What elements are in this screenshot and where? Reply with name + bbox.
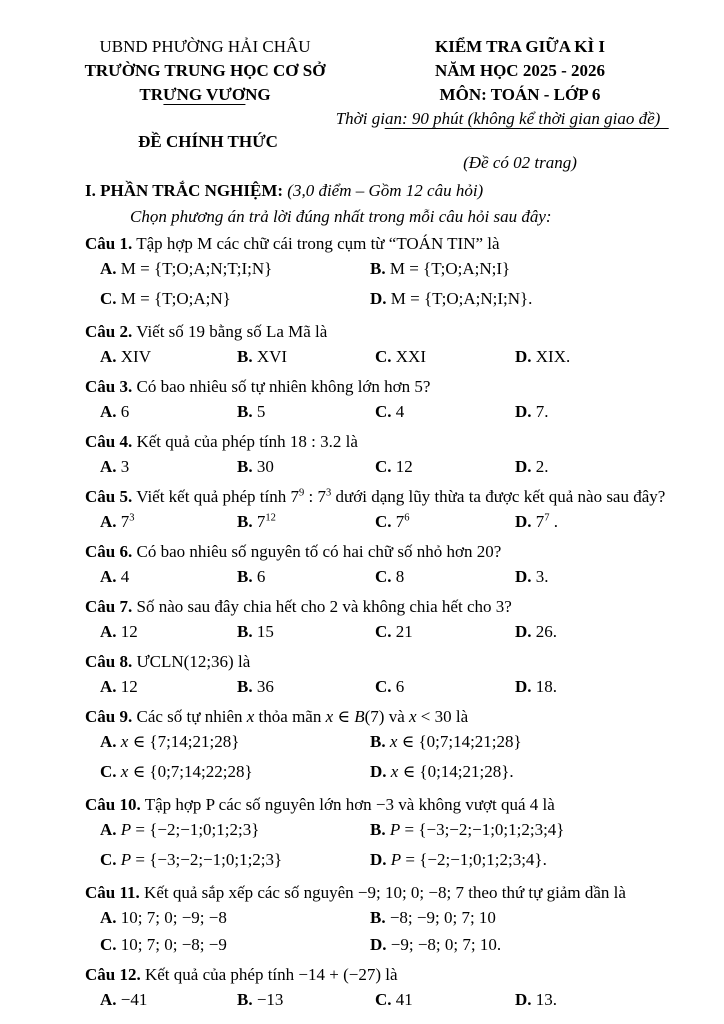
option-label: D.: [515, 512, 532, 531]
option-row: [0, 620, 724, 647]
issuing-authority: UBND PHƯỜNG HẢI CHÂU: [99, 37, 311, 56]
option-A: A. 12: [100, 677, 138, 696]
question-2: [0, 319, 724, 372]
option-row: [0, 510, 724, 537]
option-label: D.: [370, 850, 387, 869]
question-6: [0, 539, 724, 592]
option-label: A.: [100, 820, 117, 839]
option-row: [0, 565, 724, 592]
option-row: [0, 760, 724, 790]
question-3: [0, 374, 724, 427]
question-text: Câu 4. Kết quả của phép tính 18 : 3.2 là: [85, 432, 358, 451]
option-label: A.: [100, 457, 117, 476]
option-label: A.: [100, 567, 117, 586]
option-row: [0, 906, 724, 933]
option-D: D. x ∈ {0;14;21;28}.: [370, 762, 514, 781]
option-D: D. $7^7$ .: [515, 512, 559, 531]
question-text: Câu 11. Kết quả sắp xếp các số nguyên −9; 10; 0; −8; 7 theo thứ tự giảm dần là: [85, 883, 626, 902]
option-C: C. x ∈ {0;7;14;22;28}: [100, 762, 253, 781]
question-text: Câu 10. Tập hợp P các số nguyên lớn hơn −3 và không vượt quá 4 là: [85, 795, 555, 814]
option-D: D. 13.: [515, 990, 558, 1009]
question-number: Câu 7.: [85, 597, 133, 616]
question-number: Câu 6.: [85, 542, 133, 561]
option-B: B. 5: [237, 402, 266, 421]
question-number: Câu 12.: [85, 965, 141, 984]
option-C: C. M = {T;O;A;N}: [100, 289, 231, 308]
option-D: D. M = {T;O;A;N;I;N}.: [370, 289, 533, 308]
option-label: D.: [515, 990, 532, 1009]
exam-title: KIỂM TRA GIỮA KÌ I: [434, 37, 606, 56]
option-A: A. P = {−2;−1;0;1;2;3}: [100, 820, 260, 839]
option-B: B. 36: [237, 677, 274, 696]
option-D: D. 3.: [515, 567, 549, 586]
option-label: D.: [515, 402, 532, 421]
option-label: D.: [370, 935, 387, 954]
option-row: [0, 988, 724, 1015]
option-label: B.: [237, 512, 253, 531]
question-text: Câu 7. Số nào sau đây chia hết cho 2 và không chia hết cho 3?: [85, 597, 512, 616]
option-C: C. 6: [375, 677, 405, 696]
option-C: C. $7^6$: [375, 512, 410, 531]
option-B: B. 15: [237, 622, 274, 641]
option-label: B.: [237, 457, 253, 476]
page-count-note: (Đề có 02 trang): [463, 153, 577, 172]
option-C: C. 12: [375, 457, 413, 476]
option-label: A.: [100, 402, 117, 421]
option-row: [0, 257, 724, 287]
option-label: C.: [100, 762, 117, 781]
option-row: [0, 848, 724, 878]
question-4: [0, 429, 724, 482]
section-title-bold: I. PHẦN TRẮC NGHIỆM:: [85, 181, 284, 200]
option-label: C.: [375, 622, 392, 641]
option-label: A.: [100, 732, 117, 751]
exam-duration: Thời gian: 90 phút (không kể thời gian giao đề): [336, 108, 669, 131]
exam-header: [0, 0, 724, 176]
option-C: C. 4: [375, 402, 405, 421]
option-label: D.: [370, 289, 387, 308]
option-label: B.: [237, 677, 253, 696]
option-A: A. M = {T;O;A;N;T;I;N}: [100, 259, 273, 278]
question-8: [0, 649, 724, 702]
option-row: [0, 818, 724, 848]
option-C: C. 10; 7; 0; −8; −9: [100, 935, 227, 954]
option-A: A. 10; 7; 0; −9; −8: [100, 908, 227, 927]
option-A: A. $7^3$: [100, 512, 135, 531]
option-row: [0, 730, 724, 760]
section-instruction: Chọn phương án trả lời đúng nhất trong mỗi câu hỏi sau đây:: [130, 207, 552, 226]
option-C: C. 21: [375, 622, 413, 641]
option-label: A.: [100, 259, 117, 278]
option-D: D. P = {−2;−1;0;1;2;3;4}.: [370, 850, 547, 869]
option-B: B. 30: [237, 457, 274, 476]
option-label: B.: [370, 732, 386, 751]
question-12: [0, 962, 724, 1015]
question-number: Câu 3.: [85, 377, 133, 396]
option-B: B. $7^{12}$: [237, 512, 276, 531]
option-B: B. −13: [237, 990, 284, 1009]
question-number: Câu 4.: [85, 432, 133, 451]
option-label: A.: [100, 622, 117, 641]
option-A: A. 6: [100, 402, 130, 421]
question-11: [0, 880, 724, 960]
option-label: C.: [375, 402, 392, 421]
option-label: C.: [375, 512, 392, 531]
option-C: C. P = {−3;−2;−1;0;1;2;3}: [100, 850, 283, 869]
option-label: C.: [100, 289, 117, 308]
section-title: [0, 178, 724, 203]
official-exam-label: ĐỀ CHÍNH THỨC: [138, 132, 278, 151]
option-label: B.: [237, 567, 253, 586]
option-C: C. XXI: [375, 347, 426, 366]
question-number: Câu 9.: [85, 707, 133, 726]
option-row: [0, 455, 724, 482]
option-label: D.: [515, 677, 532, 696]
option-label: A.: [100, 512, 117, 531]
option-label: D.: [515, 567, 532, 586]
option-row: [0, 287, 724, 317]
option-B: B. −8; −9; 0; 7; 10: [370, 908, 496, 927]
option-row: [0, 675, 724, 702]
option-A: A. x ∈ {7;14;21;28}: [100, 732, 240, 751]
option-B: B. 6: [237, 567, 266, 586]
question-number: Câu 5.: [85, 487, 133, 506]
question-number: Câu 10.: [85, 795, 141, 814]
option-A: A. 4: [100, 567, 130, 586]
option-A: A. 3: [100, 457, 130, 476]
school-name-line1: TRƯỜNG TRUNG HỌC CƠ SỞ: [84, 61, 326, 80]
option-B: B. M = {T;O;A;N;I}: [370, 259, 511, 278]
question-1: [0, 231, 724, 317]
question-text: Câu 12. Kết quả của phép tính −14 + (−27) là: [85, 965, 398, 984]
option-C: C. 41: [375, 990, 413, 1009]
option-label: B.: [237, 347, 253, 366]
question-9: [0, 704, 724, 790]
option-label: B.: [370, 908, 386, 927]
questions: [0, 231, 724, 1015]
option-D: D. 2.: [515, 457, 549, 476]
option-label: C.: [375, 990, 392, 1009]
option-label: B.: [237, 402, 253, 421]
option-label: D.: [515, 622, 532, 641]
option-row: [0, 400, 724, 427]
option-label: B.: [370, 820, 386, 839]
option-label: D.: [370, 762, 387, 781]
option-label: A.: [100, 990, 117, 1009]
question-text: Câu 2. Viết số 19 bằng số La Mã là: [85, 322, 328, 341]
option-row: [0, 345, 724, 372]
option-label: C.: [375, 457, 392, 476]
school-name-line2: TRƯNG VƯƠNG: [139, 85, 271, 104]
option-label: D.: [515, 347, 532, 366]
option-D: D. 26.: [515, 622, 558, 641]
question-text: Câu 5. Viết kết quả phép tính $7^9$ : $7^3$ dưới dạng lũy thừa ta được kết quả nào sau đây?: [85, 487, 666, 506]
question-5: [0, 484, 724, 537]
option-D: D. 18.: [515, 677, 558, 696]
school-year: NĂM HỌC 2025 - 2026: [435, 61, 605, 80]
option-label: B.: [370, 259, 386, 278]
option-A: A. −41: [100, 990, 148, 1009]
option-label: C.: [375, 347, 392, 366]
question-text: Câu 6. Có bao nhiêu số nguyên tố có hai chữ số nhỏ hơn 20?: [85, 542, 502, 561]
question-number: Câu 8.: [85, 652, 133, 671]
option-label: C.: [375, 567, 392, 586]
option-B: B. P = {−3;−2;−1;0;1;2;3;4}: [370, 820, 565, 839]
option-D: D. XIX.: [515, 347, 571, 366]
option-B: B. XVI: [237, 347, 288, 366]
option-label: A.: [100, 677, 117, 696]
section-title-italic: (3,0 điểm – Gồm 12 câu hỏi): [283, 181, 484, 200]
question-number: Câu 11.: [85, 883, 140, 902]
question-10: [0, 792, 724, 878]
option-row: [0, 933, 724, 960]
question-text: Câu 9. Các số tự nhiên x thỏa mãn x ∈ B(7) và x < 30 là: [85, 707, 469, 726]
question-text: Câu 8. ƯCLN(12;36) là: [85, 652, 251, 671]
option-label: A.: [100, 908, 117, 927]
question-text: Câu 3. Có bao nhiêu số tự nhiên không lớn hơn 5?: [85, 377, 431, 396]
option-label: C.: [375, 677, 392, 696]
option-D: D. −9; −8; 0; 7; 10.: [370, 935, 502, 954]
option-label: A.: [100, 347, 117, 366]
option-label: B.: [237, 990, 253, 1009]
question-text: Câu 1. Tập hợp M các chữ cái trong cụm từ “TOÁN TIN” là: [85, 234, 500, 253]
subject-grade: MÔN: TOÁN - LỚP 6: [439, 85, 601, 104]
option-label: C.: [100, 850, 117, 869]
question-number: Câu 2.: [85, 322, 133, 341]
option-B: B. x ∈ {0;7;14;21;28}: [370, 732, 522, 751]
question-number: Câu 1.: [85, 234, 133, 253]
option-label: B.: [237, 622, 253, 641]
option-A: A. XIV: [100, 347, 151, 366]
option-C: C. 8: [375, 567, 405, 586]
option-A: A. 12: [100, 622, 138, 641]
question-7: [0, 594, 724, 647]
option-label: D.: [515, 457, 532, 476]
option-label: C.: [100, 935, 117, 954]
option-D: D. 7.: [515, 402, 549, 421]
